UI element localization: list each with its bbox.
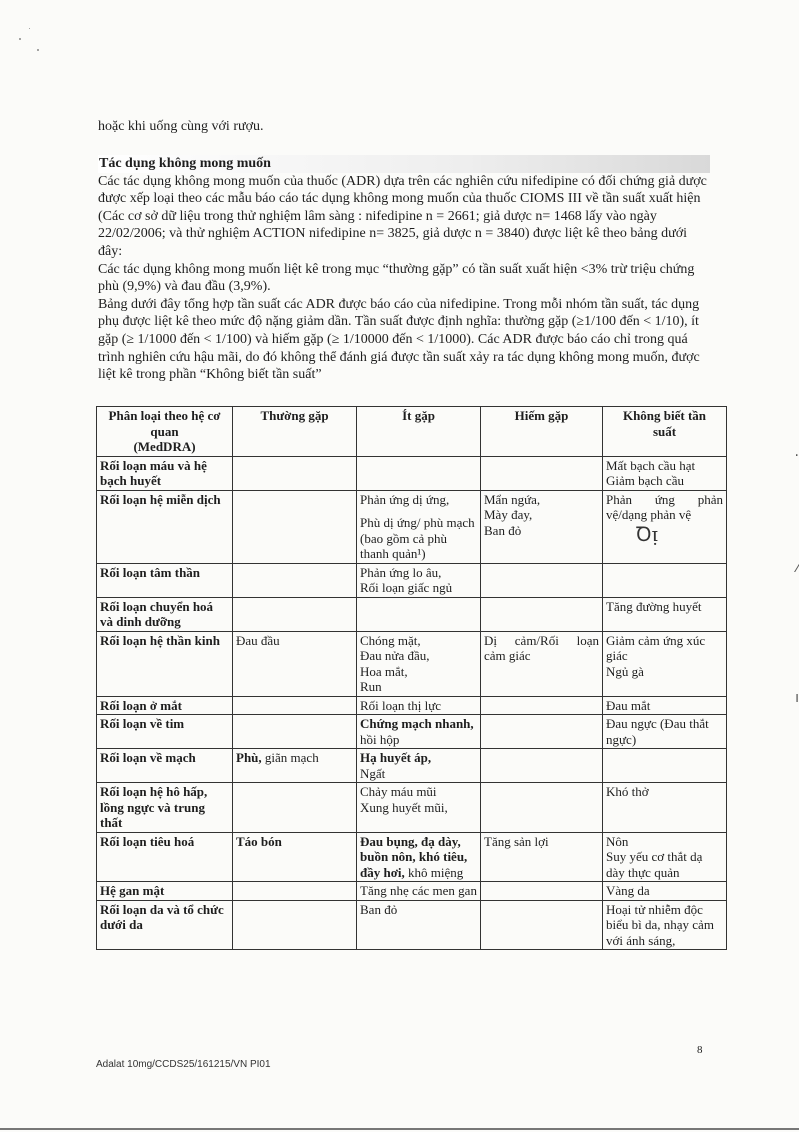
cell-rare: Mẩn ngứa, Mày đay, Ban đỏ <box>481 490 603 563</box>
cell-unknown: Tăng đường huyết <box>603 597 727 631</box>
cell-rare <box>481 696 603 715</box>
cell-common <box>233 696 357 715</box>
document-footer: Adalat 10mg/CCDS25/161215/VN PI01 <box>96 1059 271 1070</box>
scan-edge-mark: ı <box>795 690 799 706</box>
table-row <box>97 696 727 715</box>
cell-unknown: Hoại tử nhiễm độc biểu bì da, nhạy cảm với ánh sáng, <box>603 900 727 950</box>
cell-rare <box>481 882 603 901</box>
section-heading: Tác dụng không mong muốn <box>98 155 710 173</box>
system-organ-class: Rối loạn máu và hệ bạch huyết <box>97 456 233 490</box>
cell-uncommon: Chảy máu mũi Xung huyết mũi, <box>357 783 481 833</box>
cell-uncommon: Ban đỏ <box>357 900 481 950</box>
table-row <box>97 490 727 563</box>
cell-rare <box>481 900 603 950</box>
cell-uncommon <box>357 456 481 490</box>
system-organ-class: Rối loạn về mạch <box>97 749 233 783</box>
table-row <box>97 715 727 749</box>
header-system: Phân loại theo hệ cơ quan (MedDRA) <box>97 407 233 457</box>
system-organ-class: Rối loạn hệ miễn dịch <box>97 490 233 563</box>
table-row <box>97 563 727 597</box>
cell-unknown: Mất bạch cầu hạt Giảm bạch cầu <box>603 456 727 490</box>
cell-uncommon: Đau bụng, đạ dày, buồn nôn, khó tiêu, đầy hơi, khô miệng <box>357 832 481 882</box>
cell-common <box>233 456 357 490</box>
table-row <box>97 900 727 950</box>
cell-unknown <box>603 563 727 597</box>
cell-unknown: Nôn Suy yếu cơ thắt dạ dày thực quản <box>603 832 727 882</box>
cell-uncommon: Phản ứng dị ứng, Phù dị ứng/ phù mạch (bao gồm cả phù thanh quản¹) <box>357 490 481 563</box>
handwritten-initials: Ꝺᴉ <box>636 521 658 546</box>
system-organ-class: Rối loạn tâm thần <box>97 563 233 597</box>
cell-unknown: Đau ngực (Đau thắt ngực) <box>603 715 727 749</box>
scan-edge-mark: ⁄ <box>796 560 799 576</box>
system-organ-class: Rối loạn hệ hô hấp, lồng ngực và trung thất <box>97 783 233 833</box>
table-row <box>97 749 727 783</box>
header-rare: Hiếm gặp <box>481 407 603 457</box>
cell-rare: Tăng sản lợi <box>481 832 603 882</box>
cell-common <box>233 597 357 631</box>
bottom-rule <box>0 1128 799 1130</box>
cell-common: Táo bón <box>233 832 357 882</box>
cell-rare <box>481 715 603 749</box>
intro-text: hoặc khi uống cùng với rượu. <box>98 119 264 134</box>
cell-unknown: Vàng da <box>603 882 727 901</box>
table-row <box>97 631 727 696</box>
system-organ-class: Rối loạn hệ thần kinh <box>97 631 233 696</box>
header-common: Thường gặp <box>233 407 357 457</box>
table-row <box>97 597 727 631</box>
cell-common: Phù, giãn mạch <box>233 749 357 783</box>
cell-unknown: Đau mắt <box>603 696 727 715</box>
cell-common <box>233 715 357 749</box>
cell-uncommon: Tăng nhẹ các men gan <box>357 882 481 901</box>
cell-unknown <box>603 749 727 783</box>
cell-uncommon: Chóng mặt, Đau nửa đầu, Hoa mắt, Run <box>357 631 481 696</box>
header-uncommon: Ít gặp <box>357 407 481 457</box>
cell-common <box>233 900 357 950</box>
system-organ-class: Rối loạn ở mắt <box>97 696 233 715</box>
adr-table <box>96 406 727 950</box>
cell-common <box>233 563 357 597</box>
scan-edge-mark: · <box>794 448 799 464</box>
cell-common <box>233 783 357 833</box>
cell-uncommon: Hạ huyết áp, Ngất <box>357 749 481 783</box>
cell-uncommon: Rối loạn thị lực <box>357 696 481 715</box>
cell-rare <box>481 563 603 597</box>
cell-rare <box>481 597 603 631</box>
page-number: 8 <box>697 1044 703 1056</box>
system-organ-class: Rối loạn da và tổ chức dưới da <box>97 900 233 950</box>
paragraph-1: Các tác dụng không mong muốn của thuốc (ADR) dựa trên các nghiên cứu nifedipine có đối chứng giả dược được xếp loại theo các mẫu báo cáo tác dụng không mong muốn của thuốc CIOMS III về tần suất xuất hiện (Các cơ sở dữ liệu trong thử nghiệm lâm sàng : nifedipine n = 2661; giả dược n= 1468 lấy vào ngày 22/02/2006; và thử nghiệm ACTION nifedipine n= 3825, giả dược n = 3840) được liệt kê theo bảng dưới đây: <box>98 173 707 259</box>
system-organ-class: Hệ gan mật <box>97 882 233 901</box>
cell-unknown: Phản ứng phản vệ/dạng phản vệ Ꝺᴉ <box>603 490 727 563</box>
table-header-row <box>97 407 727 457</box>
system-organ-class: Rối loạn tiêu hoá <box>97 832 233 882</box>
table-row <box>97 783 727 833</box>
table-row <box>97 832 727 882</box>
cell-rare: Dị cảm/Rối loạn cảm giác <box>481 631 603 696</box>
paragraph-2: Các tác dụng không mong muốn liệt kê trong mục “thường gặp” có tần suất xuất hiện <3% trừ triệu chứng phù (9,9%) và đau đầu (3,9%). <box>98 261 695 295</box>
table-row <box>97 456 727 490</box>
cell-rare <box>481 783 603 833</box>
cell-rare <box>481 749 603 783</box>
cell-rare <box>481 456 603 490</box>
table-row <box>97 882 727 901</box>
cell-unknown: Giảm cảm ứng xúc giác Ngủ gà <box>603 631 727 696</box>
cell-uncommon <box>357 597 481 631</box>
paragraph-3: Bảng dưới đây tổng hợp tần suất các ADR được báo cáo của nifedipine. Trong mỗi nhóm tần suất, tác dụng phụ được liệt kê theo mức độ nặng giảm dần. Tần suất được định nghĩa: thường gặp (≥1/100 đến < 1/10), ít gặp (≥ 1/1000 đến < 1/100) và hiếm gặp (≥ 1/10000 đến < 1/1000). Các ADR được báo cáo chỉ trong quá trình nghiên cứu hậu mãi, do đó không thể đánh giá được tần suất xảy ra tác dụng không mong muốn, được liệt kê trong phần “Không biết tần suất” <box>98 296 700 383</box>
cell-common <box>233 882 357 901</box>
cell-common: Đau đầu <box>233 631 357 696</box>
cell-common <box>233 490 357 563</box>
cell-uncommon: Chứng mạch nhanh, hồi hộp <box>357 715 481 749</box>
system-organ-class: Rối loạn chuyển hoá và dinh dưỡng <box>97 597 233 631</box>
adr-section <box>98 155 710 384</box>
system-organ-class: Rối loạn về tim <box>97 715 233 749</box>
header-unknown: Không biết tần suất <box>603 407 727 457</box>
cell-unknown: Khó thở <box>603 783 727 833</box>
cell-uncommon: Phản ứng lo âu, Rối loạn giấc ngủ <box>357 563 481 597</box>
